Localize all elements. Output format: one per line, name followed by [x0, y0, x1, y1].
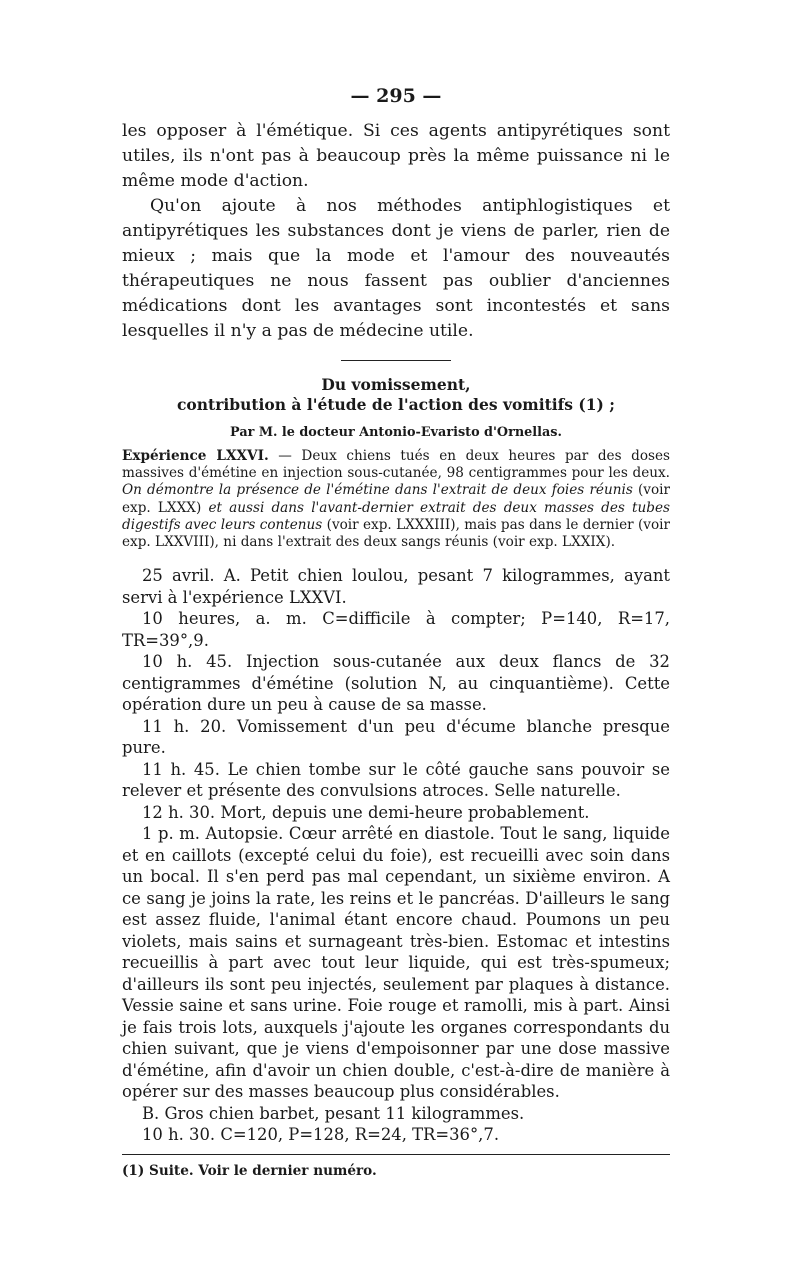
article-title: Du vomissement, [321, 375, 471, 394]
journal-page [122, 85, 670, 1179]
summary-ref: (voir exp. LXXX) [122, 482, 670, 516]
summary-italic: On démontre la présence de l'émétine dans l'extrait de deux foies réunis [122, 482, 633, 499]
summary-italic: et aussi dans l'avant-dernier extrait des deux masses des tubes digestifs avec leurs contenus [122, 499, 671, 533]
log-entry: 10 h. 45. Injection sous-cutanée aux deux flancs de 32 centigrammes d'émétine (solution N, au cinquantième). Cette opération dure un peu à cause de sa masse. [122, 652, 670, 715]
article-byline: Par M. le docteur Antonio-Evaristo d'Ornellas. [230, 425, 562, 440]
log-entry: 11 h. 20. Vomissement d'un peu d'écume blanche presque pure. [122, 716, 670, 758]
experiment-label: Expérience LXXVI. [122, 448, 269, 464]
log-entry: 25 avril. A. Petit chien loulou, pesant 7 kilogrammes, ayant servi à l'expérience LXXVI. [122, 566, 670, 607]
log-entry: 12 h. 30. Mort, depuis une demi-heure probablement. [142, 802, 590, 822]
log-entry: 10 heures, a. m. C=difficile à compter; P=140, R=17, TR=39°,9. [122, 609, 670, 650]
section-divider [341, 360, 451, 361]
article-subtitle: contribution à l'étude de l'action des vomitifs (1) ; [176, 395, 615, 414]
footnote-divider [122, 1154, 670, 1155]
log-entry: 1 p. m. Autopsie. Cœur arrêté en diastole. Tout le sang, liquide et en caillots (excepté celui du foie), est recueilli avec soin dans un bocal. Il s'en perd pas mal cependant, un sixième environ. A ce sang je joins la rate, les reins et le pancréas. D'ailleurs le sang est assez fluide, l'animal étant encore chaud. Poumons un peu violets, mais sains et surnageant très-bien. Estomac et intestins recueillis à part avec tout leur liquide, qui est très-spumeux; d'ailleurs ils sont peu injectés, seulement par plaques à distance. Vessie saine et sans urine. Foie rouge et ramolli, mis à part. Ainsi je fais trois lots, auxquels j'ajoute les organes correspondants du chien suivant, que je viens d'empoisonner par une dose massive d'émétine, afin d'avoir un chien double, c'est-à-dire de manière à opérer sur des masses beaucoup plus considérables. [122, 824, 670, 1102]
paragraph: Qu'on ajoute à nos méthodes antiphlogistiques et antipyrétiques les substances dont je viens de parler, rien de mieux ; mais que la mode et l'amour des nouveautés thérapeutiques ne nous fassent pas oublier d'anciennes médications dont les avantages sont incontestés et sans lesquelles il n'y a pas de médecine utile. [122, 196, 670, 341]
experiment-summary [122, 448, 670, 551]
summary-text: — Deux chiens tués en deux heures par des doses massives d'émétine en injection sous-cutanée, 98 centigrammes pour les deux. [122, 448, 671, 482]
page-number: — 295 — [350, 85, 442, 107]
log-entry: 11 h. 45. Le chien tombe sur le côté gauche sans pouvoir se relever et présente des convulsions atroces. Selle naturelle. [122, 759, 670, 801]
log-entry: B. Gros chien barbet, pesant 11 kilogrammes. [142, 1103, 525, 1123]
footnote: (1) Suite. Voir le dernier numéro. [122, 1162, 377, 1179]
log-entry: 10 h. 30. C=120, P=128, R=24, TR=36°,7. [142, 1125, 500, 1145]
paragraph: les opposer à l'émétique. Si ces agents antipyrétiques sont utiles, ils n'ont pas à beaucoup près la même puissance ni le même mode d'action. [122, 121, 670, 191]
summary-ref: (voir exp. LXXXIII), mais pas dans le dernier (voir exp. LXXVIII), ni dans l'extrait des deux sangs réunis (voir exp. LXXIX). [122, 516, 670, 551]
